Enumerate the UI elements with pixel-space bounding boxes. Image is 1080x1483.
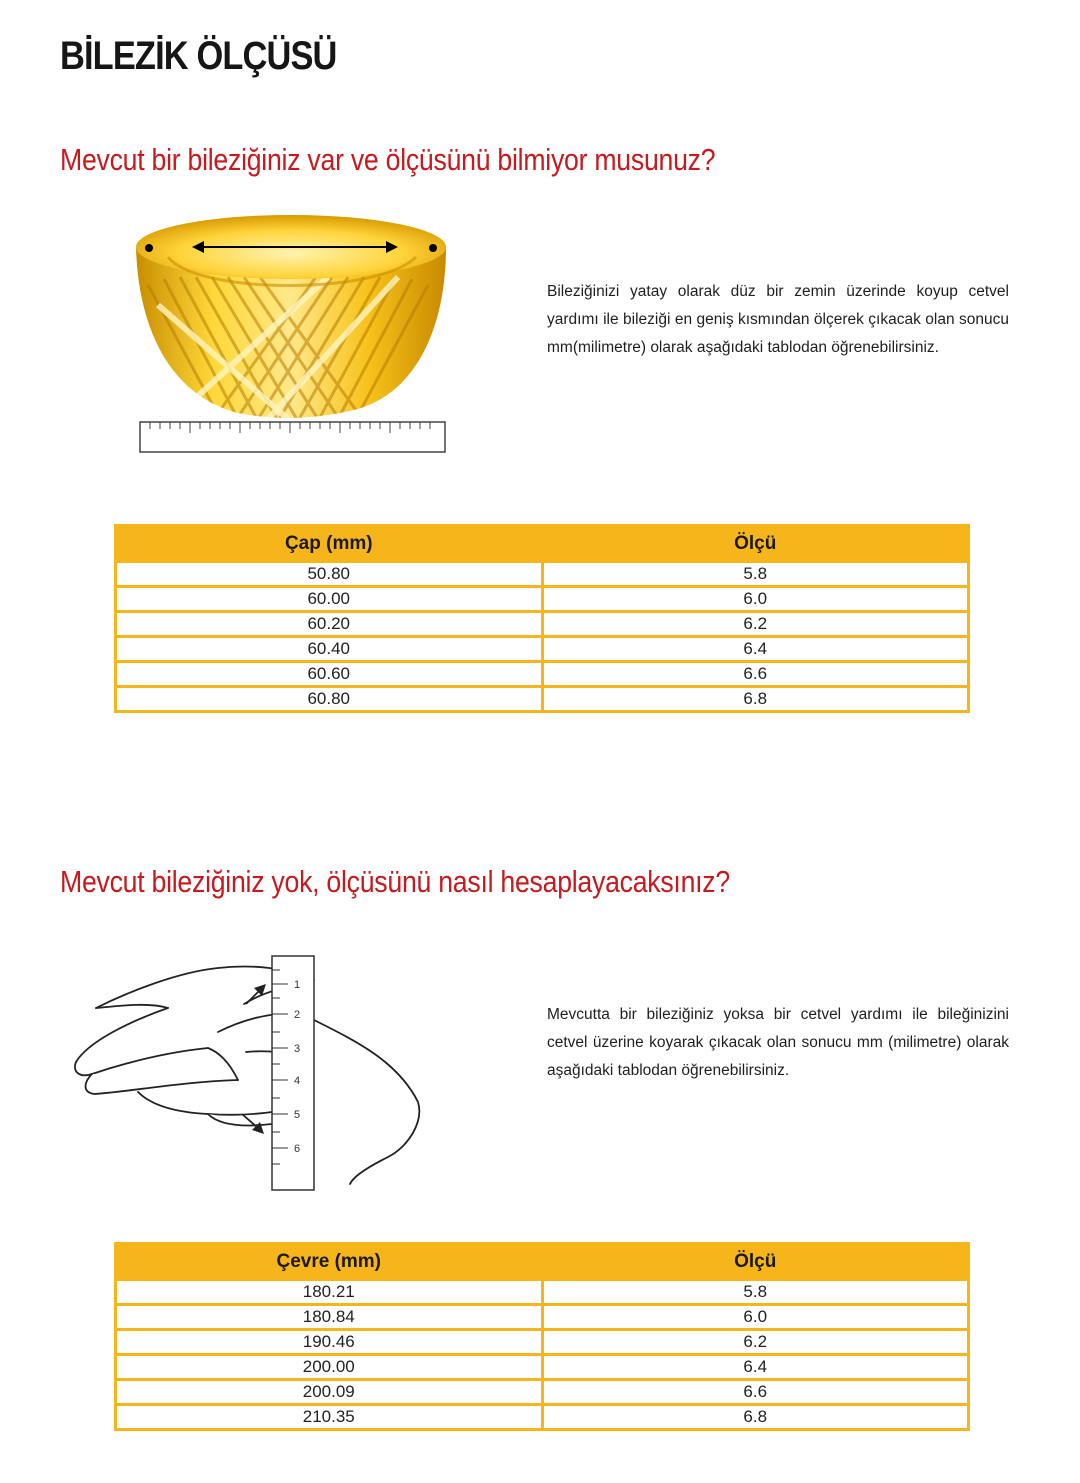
table-row: [116, 637, 969, 662]
ruler-number: 3: [294, 1043, 301, 1055]
table-row: [116, 662, 969, 687]
circumference-size-table: [114, 1242, 970, 1431]
circumference-cell: 200.09: [116, 1380, 543, 1405]
size-cell: 6.0: [542, 587, 969, 612]
table-row: [116, 687, 969, 712]
table-row: [116, 1280, 969, 1305]
circumference-cell: 200.00: [116, 1355, 543, 1380]
table-row: [116, 1305, 969, 1330]
size-cell: 5.8: [542, 1280, 969, 1305]
size-cell: 6.4: [542, 1355, 969, 1380]
section1-description: Bileziğinizi yatay olarak düz bir zemin üzerinde koyup cetvel yardımı ile bileziği en geniş kısmından ölçerek çıkacak olan sonucu mm(milimetre) olarak aşağıdaki tablodan öğrenebilirsiniz.: [547, 283, 1009, 356]
hand-ruler-illustration: [68, 952, 430, 1194]
page-title: BİLEZİK ÖLÇÜSÜ: [60, 34, 337, 78]
column-header-size: Ölçü: [542, 1244, 969, 1280]
diameter-cell: 60.60: [116, 662, 543, 687]
table-row: [116, 612, 969, 637]
diameter-cell: 60.80: [116, 687, 543, 712]
table-row: [116, 1355, 969, 1380]
size-cell: 6.8: [542, 1405, 969, 1430]
diameter-size-table: [114, 524, 970, 713]
size-cell: 6.2: [542, 1330, 969, 1355]
column-header-circumference: Çevre (mm): [116, 1244, 543, 1280]
circumference-cell: 180.84: [116, 1305, 543, 1330]
section1-heading: Mevcut bir bileziğiniz var ve ölçüsünü bilmiyor musunuz?: [60, 142, 716, 177]
table-row: [116, 562, 969, 587]
column-header-diameter: Çap (mm): [116, 526, 543, 562]
size-cell: 6.6: [542, 662, 969, 687]
diameter-cell: 60.00: [116, 587, 543, 612]
table-row: [116, 1405, 969, 1430]
table-row: [116, 587, 969, 612]
size-cell: 6.6: [542, 1380, 969, 1405]
diameter-cell: 50.80: [116, 562, 543, 587]
table-header-row: [116, 1244, 969, 1280]
size-cell: 6.2: [542, 612, 969, 637]
bangle-illustration: [128, 205, 458, 457]
table-row: [116, 1330, 969, 1355]
size-cell: 6.4: [542, 637, 969, 662]
column-header-size: Ölçü: [542, 526, 969, 562]
ruler-number: 6: [294, 1143, 301, 1155]
diameter-cell: 60.20: [116, 612, 543, 637]
size-cell: 6.0: [542, 1305, 969, 1330]
ruler-number: 4: [294, 1075, 301, 1087]
table-header-row: [116, 526, 969, 562]
size-cell: 5.8: [542, 562, 969, 587]
ruler-number: 5: [294, 1109, 301, 1121]
circumference-cell: 210.35: [116, 1405, 543, 1430]
ruler-number: 2: [294, 1009, 301, 1021]
table-row: [116, 1380, 969, 1405]
circumference-cell: 180.21: [116, 1280, 543, 1305]
ruler-number: 1: [294, 979, 301, 991]
section2-heading: Mevcut bileziğiniz yok, ölçüsünü nasıl hesaplayacaksınız?: [60, 864, 730, 899]
section2-description: Mevcutta bir bileziğiniz yoksa bir cetvel yardımı ile bileğinizini cetvel üzerine koyarak çıkacak olan sonucu mm (milimetre) olarak aşağıdaki tablodan öğrenebilirsiniz.: [547, 1006, 1009, 1079]
circumference-cell: 190.46: [116, 1330, 543, 1355]
size-cell: 6.8: [542, 687, 969, 712]
diameter-cell: 60.40: [116, 637, 543, 662]
